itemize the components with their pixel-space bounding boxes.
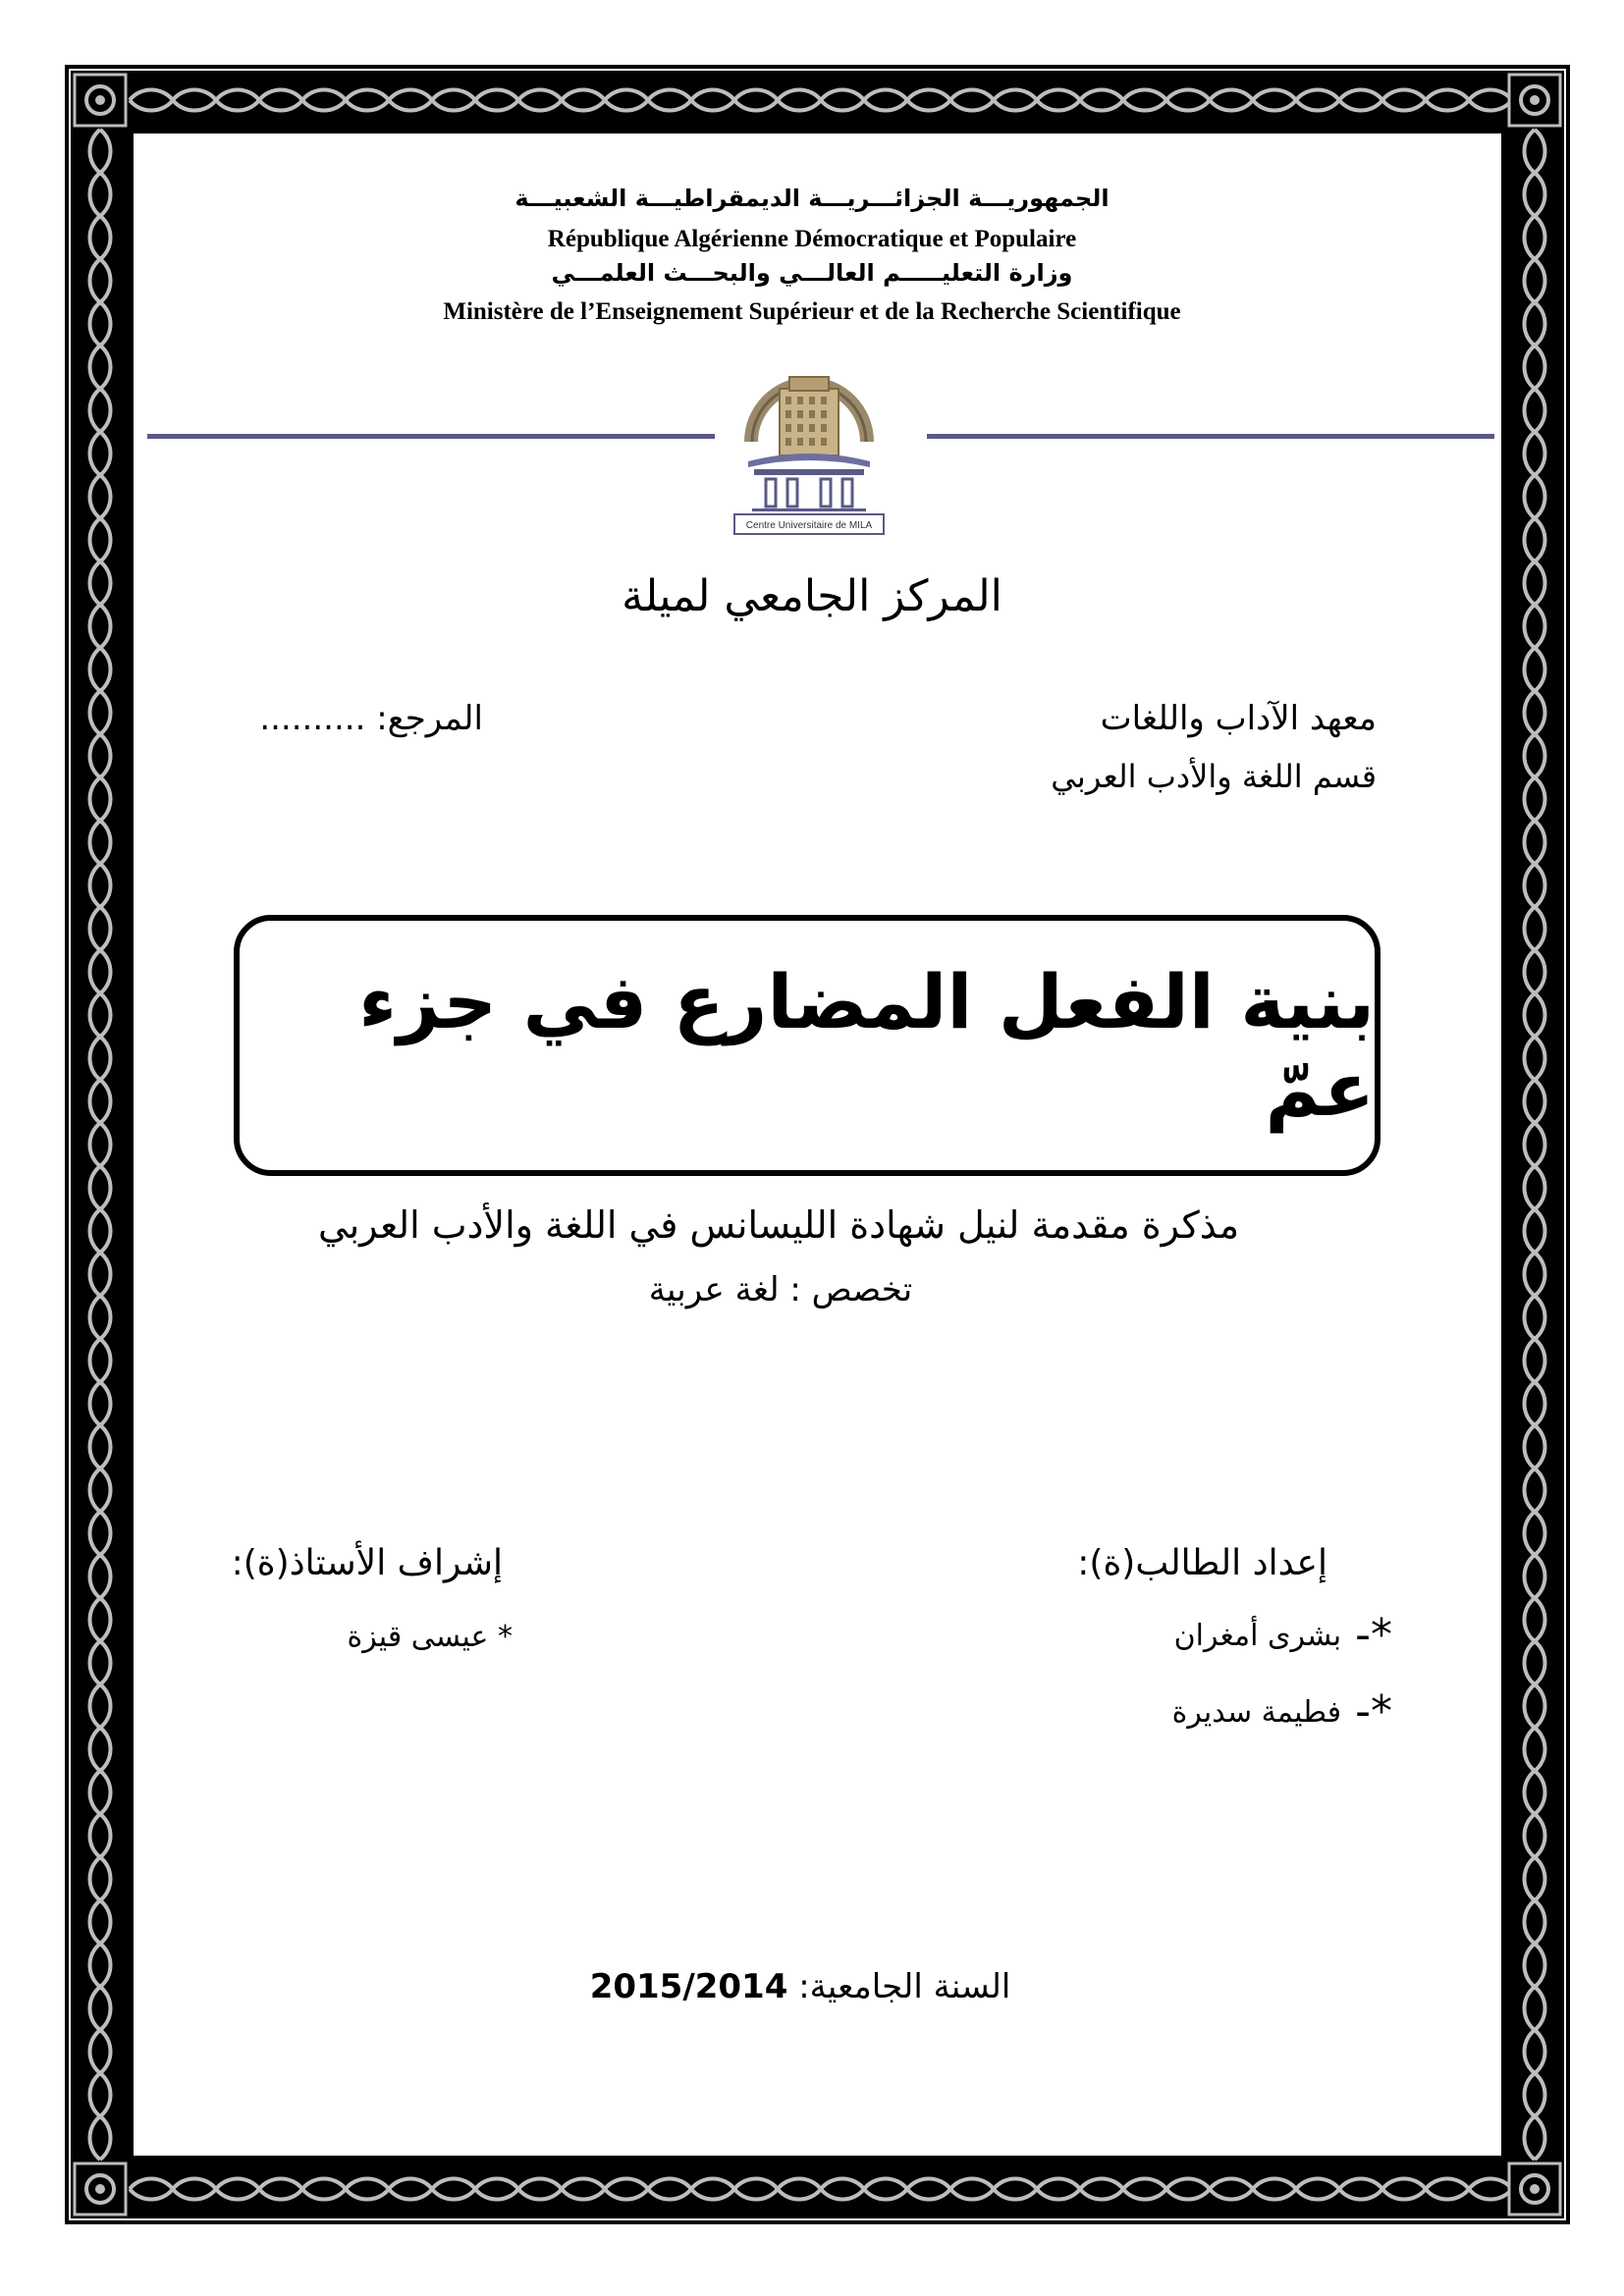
student-bullet: *- [1355,1686,1392,1736]
title-box [234,915,1380,1176]
ministry-arabic: وزارة التعليـــــم العالـــي والبحـــث العلمـــي [551,259,1073,287]
student-name: فطيمة سديرة [1171,1694,1342,1730]
supervisor-name: * عيسى قيزة [347,1620,513,1654]
header-rule-left [147,434,715,439]
reference-field: المرجع: .......... [259,699,483,738]
department-name: قسم اللغة والأدب العربي [1051,758,1377,795]
center-name: المركز الجامعي لميلة [622,571,1002,621]
header-rule-right [927,434,1494,439]
republic-arabic: الجمهوريـــة الجزائـــريـــة الديمقراطيـــة الشعبيـــة [514,185,1110,212]
student-entry [1173,1610,1392,1660]
university-logo [731,351,888,538]
prepared-by-label: إعداد الطالب(ة): [1077,1543,1327,1583]
academic-year [0,1967,1624,2006]
institute-name: معهد الآداب واللغات [1100,699,1377,738]
thesis-title: بنية الفعل المضارع في جزء عمّ [358,958,1375,1133]
student-entry [1171,1686,1392,1736]
specialty: تخصص : لغة عربية [648,1270,913,1309]
student-bullet: *- [1355,1610,1392,1660]
memo-description: مذكرة مقدمة لنيل شهادة الليسانس في اللغة والأدب العربي [317,1203,1240,1247]
supervision-label: إشراف الأستاذ(ة): [231,1543,503,1583]
republic-french: République Algérienne Démocratique et Populaire [547,226,1077,252]
academic-year-value: 2015/2014 [589,1967,788,2006]
student-name: بشرى أمغران [1173,1618,1342,1653]
ministry-french: Ministère de l’Enseignement Supérieur et de la Recherche Scientifique [443,298,1181,325]
academic-year-label: السنة الجامعية: [798,1967,1011,2006]
logo-caption: Centre Universitaire de MILA [745,520,873,531]
